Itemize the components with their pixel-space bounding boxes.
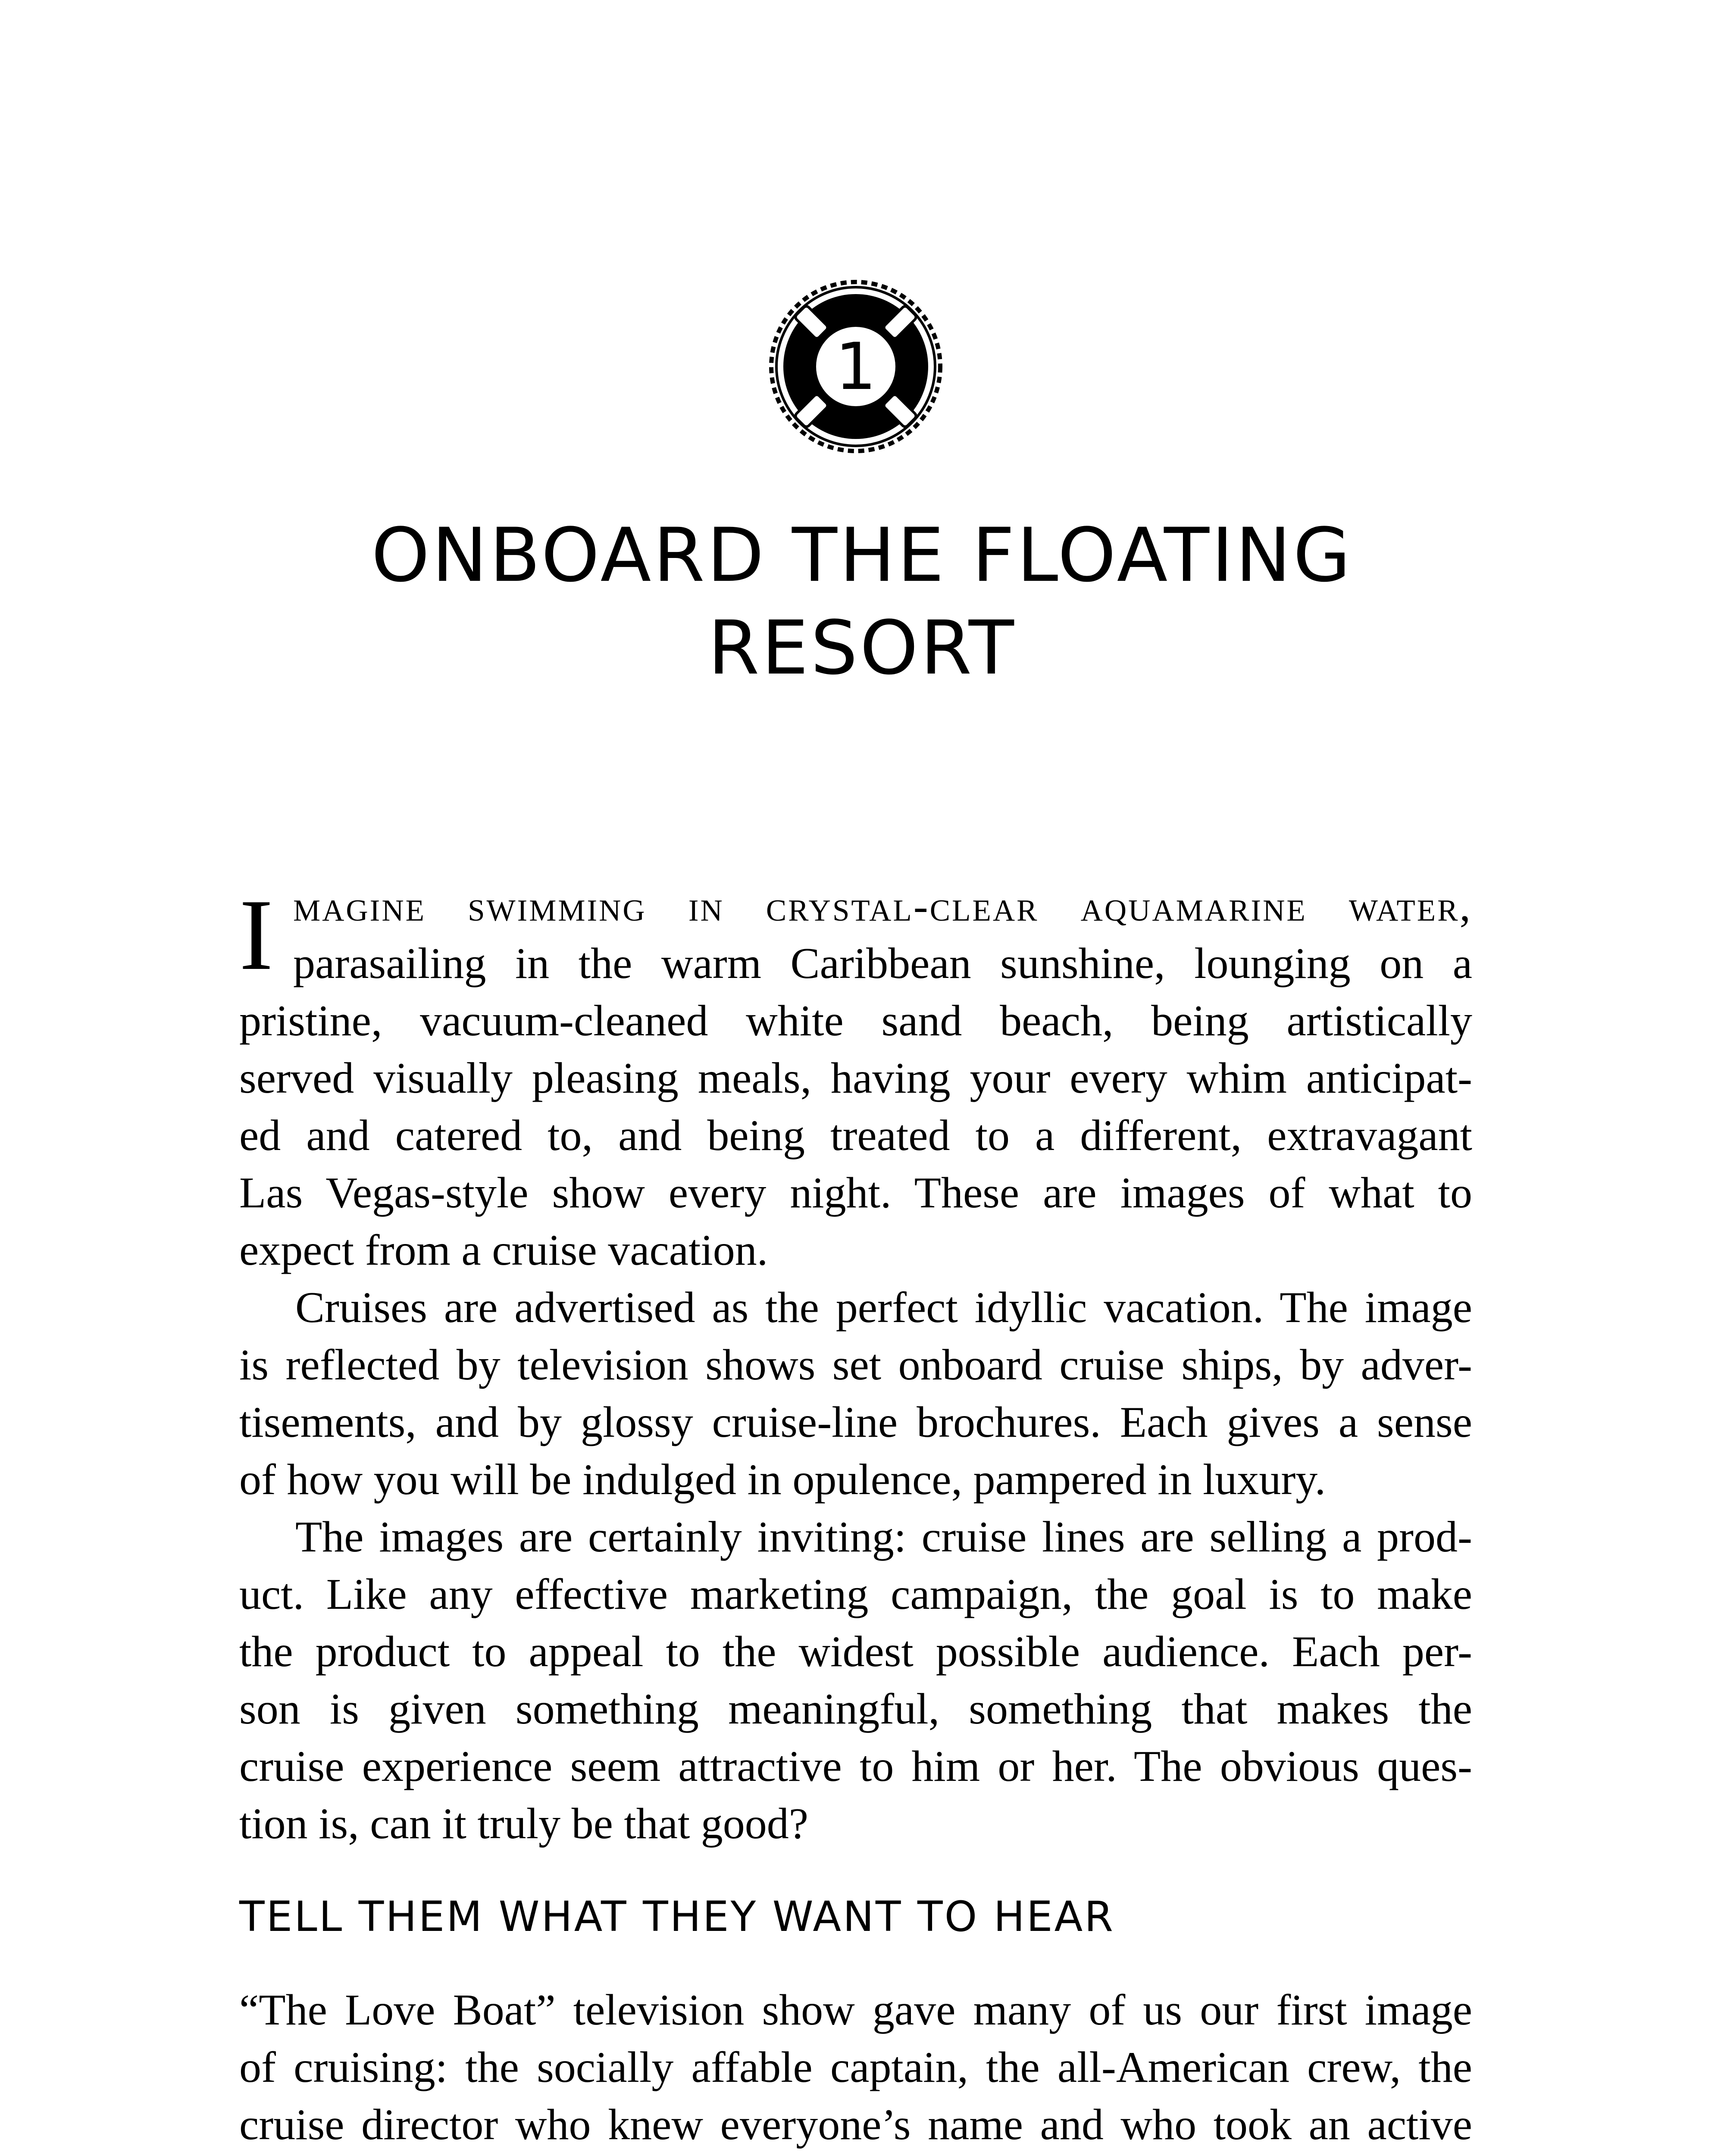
paragraph-line: of how you will be indulged in opulence, pampered in luxury. bbox=[239, 1455, 1326, 1504]
paragraph-line: Las Vegas-style show every night. These are images of what to bbox=[239, 1169, 1472, 1217]
paragraph-line: parasailing in the warm Caribbean sunshine, lounging on a bbox=[293, 939, 1472, 988]
paragraph-line: uct. Like any effective marketing campaign, the goal is to make bbox=[239, 1570, 1472, 1619]
chapter-title-line-2: RESORT bbox=[708, 605, 1016, 691]
section-heading: TELL THEM WHAT THEY WANT TO HEAR bbox=[239, 1893, 1115, 1941]
paragraph-line: pristine, vacuum-cleaned white sand beach, being artistically bbox=[239, 997, 1472, 1045]
paragraph-line: son is given something meaningful, something that makes the bbox=[239, 1685, 1472, 1733]
paragraph-line: is reflected by television shows set onboard cruise ships, by adver- bbox=[239, 1341, 1472, 1389]
paragraph-line: served visually pleasing meals, having your every whim anticipat- bbox=[239, 1054, 1472, 1103]
paragraph-line: Cruises are advertised as the perfect idyllic vacation. The image bbox=[295, 1283, 1472, 1332]
paragraph-line: cruise director who knew everyone’s name and who took an active bbox=[239, 2100, 1472, 2149]
paragraph-line: cruise experience seem attractive to him or her. The obvious ques- bbox=[239, 1742, 1472, 1791]
paragraph-line: expect from a cruise vacation. bbox=[239, 1226, 768, 1275]
paragraph-line bbox=[239, 2153, 1472, 2156]
paragraph-1-lead: magine swimming in crystal-clear aquamarine water, bbox=[293, 882, 1472, 931]
life-ring-icon bbox=[765, 276, 946, 457]
paragraph-line: The images are certainly inviting: cruise lines are selling a prod- bbox=[295, 1513, 1472, 1561]
drop-cap: I bbox=[239, 879, 273, 991]
body-text-upper bbox=[239, 877, 1472, 1852]
paragraph-line: the product to appeal to the widest possible audience. Each per- bbox=[239, 1627, 1472, 1676]
paragraph-line: tion is, can it truly be that good? bbox=[239, 1799, 809, 1848]
paragraph-line: of cruising: the socially affable captain, the all-American crew, the bbox=[239, 2043, 1472, 2092]
paragraph-line: ed and catered to, and being treated to a different, extravagant bbox=[239, 1111, 1472, 1160]
body-text-lower bbox=[239, 1981, 1472, 2156]
paragraph-line: tisements, and by glossy cruise-line brochures. Each gives a sense bbox=[239, 1398, 1472, 1447]
chapter-title-line-1: ONBOARD THE FLOATING bbox=[371, 512, 1353, 599]
chapter-number: 1 bbox=[835, 329, 876, 404]
chapter-title bbox=[0, 509, 1724, 694]
paragraph-line: “The Love Boat” television show gave many of us our first image bbox=[239, 1986, 1472, 2034]
